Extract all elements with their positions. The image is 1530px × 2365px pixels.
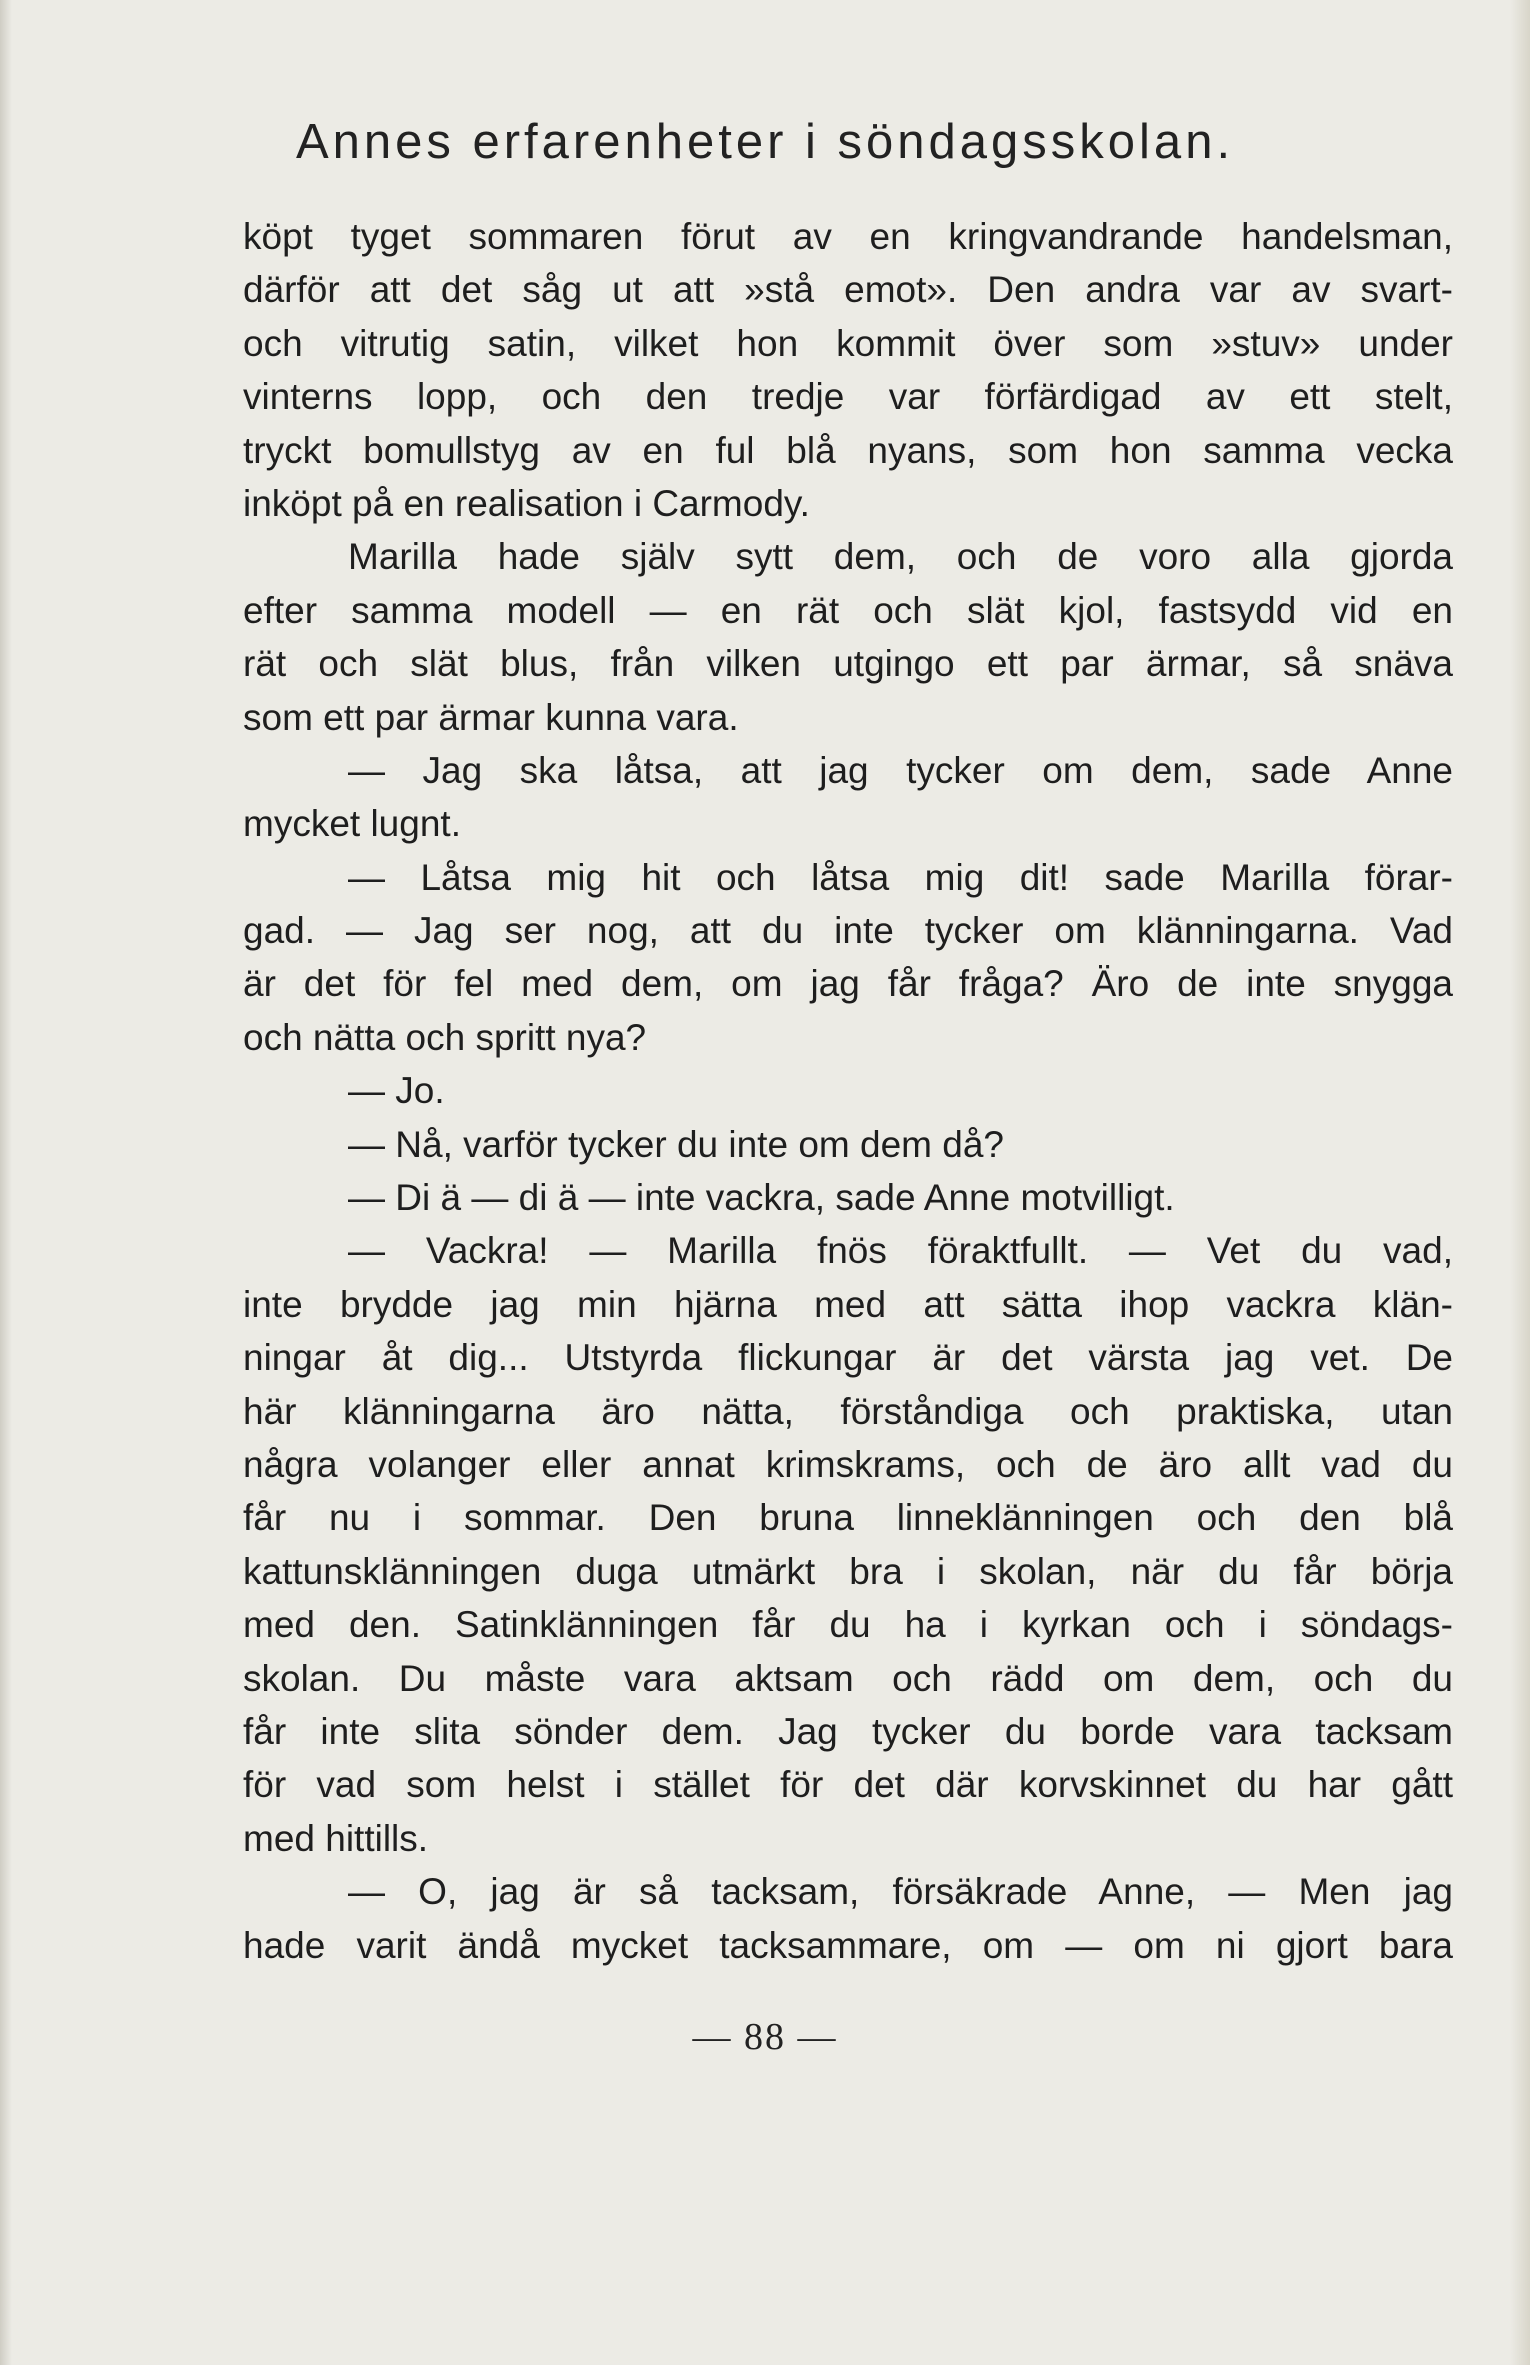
- page-left-edge: [0, 0, 12, 2365]
- text-line: Marilla hade själv sytt dem, och de voro alla gjorda: [348, 536, 1453, 578]
- text-line: — Di ä — di ä — inte vackra, sade Anne motvilligt.: [348, 1177, 1175, 1219]
- text-line: inte brydde jag min hjärna med att sätta ihop vackra klän-: [243, 1283, 1453, 1325]
- text-line: här klänningarna äro nätta, förståndiga och praktiska, utan: [243, 1390, 1453, 1432]
- text-line: tryckt bomullstyg av en ful blå nyans, som hon samma vecka: [243, 429, 1453, 471]
- text-line: rät och slät blus, från vilken utgingo ett par ärmar, så snäva: [243, 643, 1453, 685]
- text-line: för vad som helst i stället för det där korvskinnet du har gått: [243, 1764, 1453, 1806]
- text-line: som ett par ärmar kunna vara.: [243, 696, 739, 738]
- page-right-edge: [1510, 0, 1530, 2365]
- text-line: gad. — Jag ser nog, att du inte tycker om klänningarna. Vad: [243, 910, 1453, 952]
- text-line: kattunsklänningen duga utmärkt bra i skolan, när du får börja: [243, 1550, 1453, 1592]
- running-head: Annes erfarenheter i söndagsskolan.: [295, 115, 1235, 169]
- text-line: med den. Satinklänningen får du ha i kyrkan och i söndags-: [243, 1604, 1453, 1646]
- text-line: — Vackra! — Marilla fnös föraktfullt. — Vet du vad,: [348, 1230, 1453, 1272]
- text-line: — Låtsa mig hit och låtsa mig dit! sade Marilla förar-: [348, 856, 1453, 898]
- text-line: och vitrutig satin, vilket hon kommit över som »stuv» under: [243, 322, 1453, 364]
- text-line: vinterns lopp, och den tredje var förfärdigad av ett stelt,: [243, 376, 1453, 418]
- text-line: — O, jag är så tacksam, försäkrade Anne, — Men jag: [348, 1871, 1453, 1913]
- text-line: — Nå, varför tycker du inte om dem då?: [348, 1123, 1004, 1165]
- text-line: ningar åt dig... Utstyrda flickungar är det värsta jag vet. De: [243, 1337, 1453, 1379]
- text-line: köpt tyget sommaren förut av en kringvandrande handelsman,: [243, 216, 1453, 257]
- text-line: — Jag ska låtsa, att jag tycker om dem, sade Anne: [348, 749, 1453, 791]
- text-line: skolan. Du måste vara aktsam och rädd om dem, och du: [243, 1657, 1453, 1699]
- text-line: några volanger eller annat krimskrams, och de äro allt vad du: [243, 1443, 1453, 1485]
- text-line: inköpt på en realisation i Carmody.: [243, 482, 810, 524]
- text-line: efter samma modell — en rät och slät kjol, fastsydd vid en: [243, 589, 1453, 631]
- body-text: [243, 210, 1453, 1972]
- text-line: är det för fel med dem, om jag får fråga? Äro de inte snygga: [243, 963, 1453, 1005]
- text-line: därför att det såg ut att »stå emot». Den andra var av svart-: [243, 269, 1453, 311]
- text-line: med hittills.: [243, 1817, 429, 1859]
- text-line: får inte slita sönder dem. Jag tycker du borde vara tacksam: [243, 1710, 1453, 1752]
- text-line: hade varit ändå mycket tacksammare, om — om ni gjort bara: [243, 1924, 1453, 1966]
- text-line: mycket lugnt.: [243, 803, 461, 845]
- page-number: — 88 —: [692, 2016, 838, 2058]
- text-line: får nu i sommar. Den bruna linneklänningen och den blå: [243, 1497, 1453, 1539]
- text-line: — Jo.: [348, 1070, 445, 1112]
- text-line: och nätta och spritt nya?: [243, 1016, 647, 1058]
